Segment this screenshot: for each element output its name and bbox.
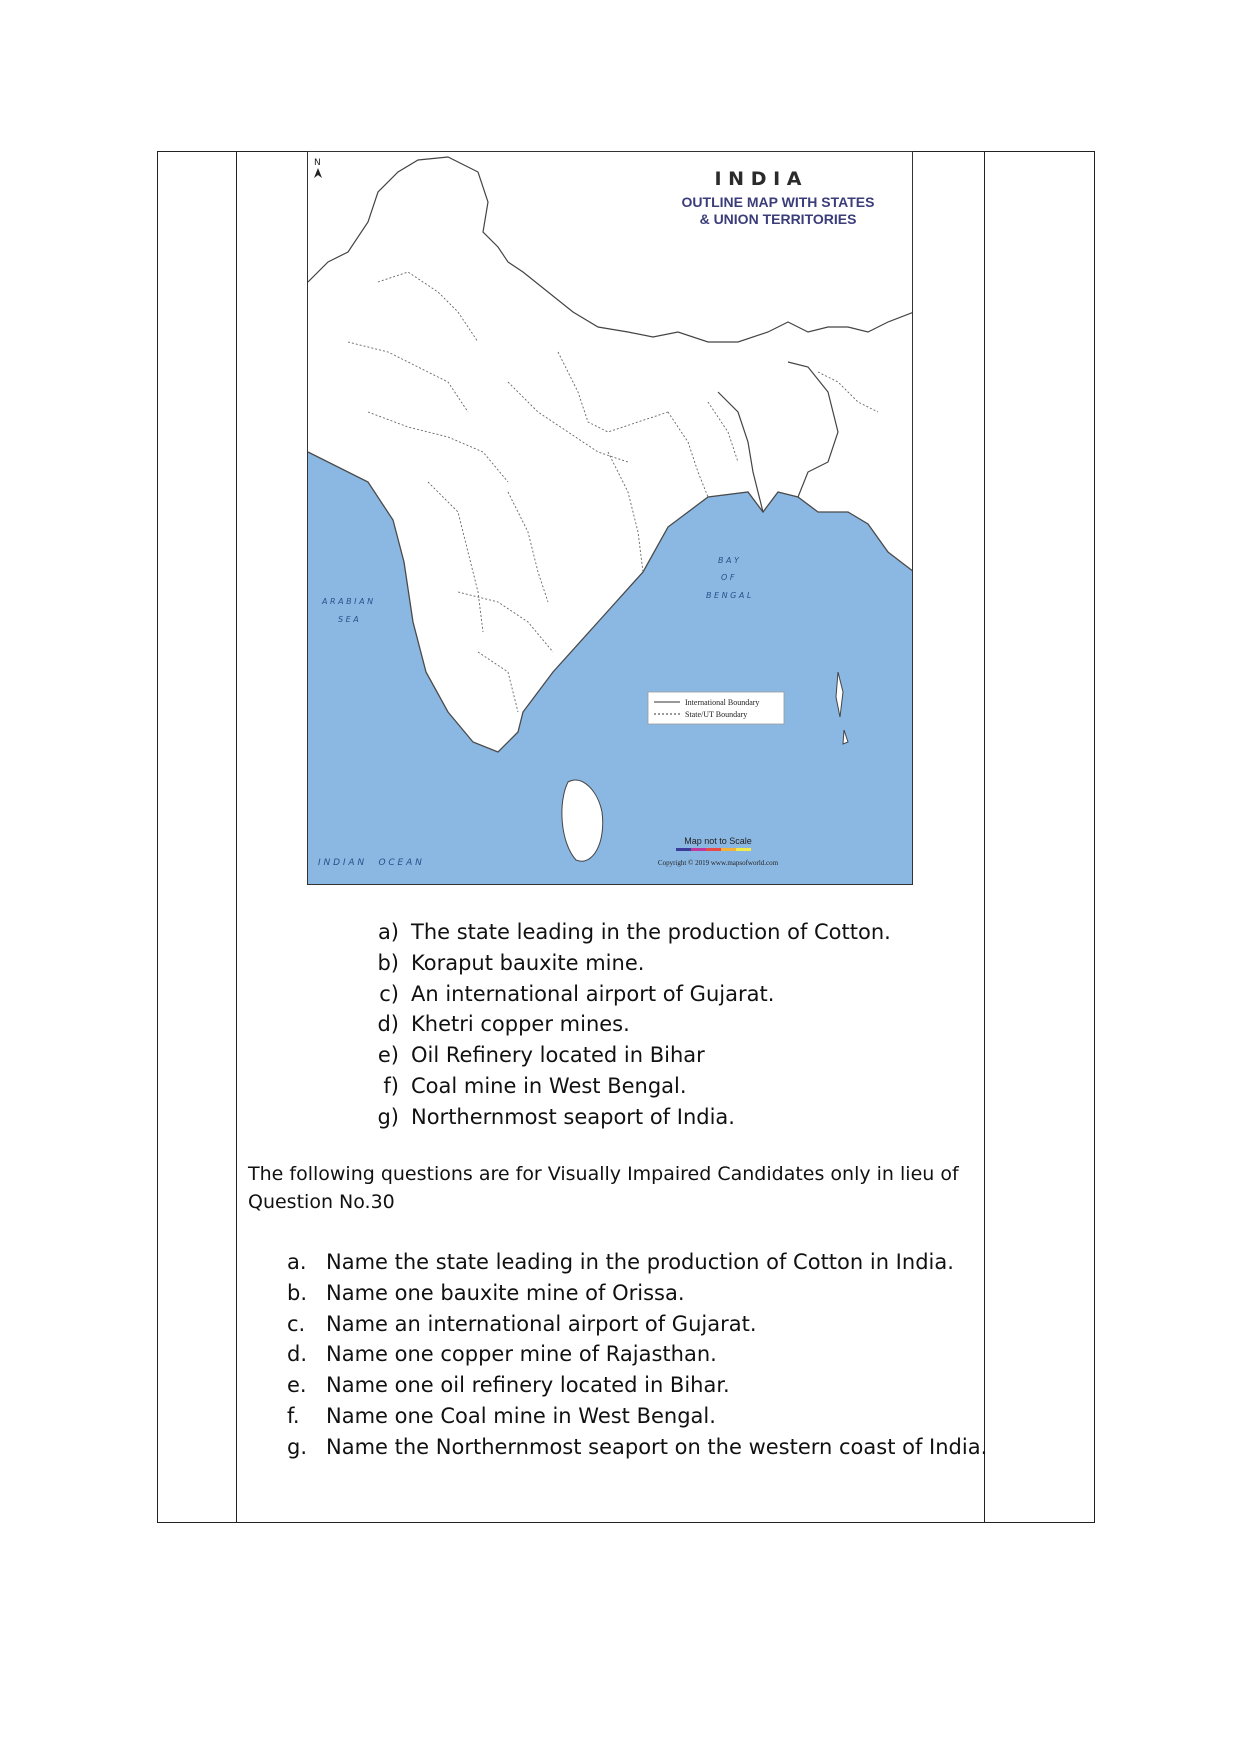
item-label: b.	[287, 1280, 308, 1305]
item-text: Name one bauxite mine of Orissa.	[326, 1280, 685, 1305]
map-subtitle-line2: & UNION TERRITORIES	[699, 211, 857, 227]
arabian-sea-label: A R A B I A N	[322, 597, 374, 606]
list-item	[362, 1040, 962, 1071]
list-item	[362, 1071, 962, 1102]
legend-international-label: International Boundary	[685, 698, 760, 707]
vi-question-list	[287, 1247, 1047, 1463]
item-label: e)	[377, 1043, 399, 1068]
item-text: Name the state leading in the production of Cotton in India.	[326, 1250, 954, 1274]
north-arrow-label: N	[314, 158, 321, 168]
table-column-divider-left	[236, 152, 237, 1522]
list-item	[287, 1370, 1047, 1401]
item-label: a.	[287, 1250, 307, 1274]
map-subtitle-line1: OUTLINE MAP WITH STATES	[681, 194, 875, 210]
list-item	[287, 1247, 1047, 1278]
bay-label-3: B E N G A L	[706, 591, 752, 600]
map-question-list	[362, 917, 962, 1133]
item-label: a)	[377, 920, 399, 944]
india-outline-map	[307, 151, 913, 885]
item-label: f.	[287, 1403, 300, 1428]
list-item	[287, 1278, 1047, 1309]
scale-note: Map not to Scale	[684, 836, 752, 846]
item-text: Northernmost seaport of India.	[411, 1104, 735, 1129]
map-title: I N D I A	[714, 168, 802, 190]
item-label: d.	[287, 1342, 308, 1367]
item-text: An international airport of Gujarat.	[411, 981, 775, 1006]
item-label: b)	[377, 950, 399, 975]
north-arrow-icon	[314, 168, 322, 178]
item-label: g.	[287, 1434, 308, 1459]
item-text: Coal mine in West Bengal.	[411, 1073, 687, 1098]
item-text: Koraput bauxite mine.	[411, 950, 645, 975]
list-item	[287, 1339, 1047, 1370]
item-text: Name an international airport of Gujarat.	[326, 1311, 757, 1336]
list-item	[362, 979, 962, 1010]
item-label: f)	[383, 1073, 399, 1098]
bay-label-1: B A Y	[718, 556, 739, 565]
item-text: The state leading in the production of Cotton.	[411, 920, 891, 944]
list-item	[362, 917, 962, 948]
visually-impaired-note: The following questions are for Visually Impaired Candidates only in lieu of Question No.30	[248, 1163, 959, 1213]
list-item	[362, 1009, 962, 1040]
list-item	[362, 948, 962, 979]
item-text: Name one oil refinery located in Bihar.	[326, 1373, 730, 1398]
copyright-text: Copyright © 2019 www.mapsofworld.com	[657, 859, 779, 867]
item-label: c)	[379, 981, 399, 1006]
item-label: e.	[287, 1373, 307, 1398]
item-text: Oil Refinery located in Bihar	[411, 1043, 705, 1068]
list-item	[287, 1401, 1047, 1432]
list-item	[287, 1309, 1047, 1340]
list-item	[362, 1102, 962, 1133]
bay-label-2: O F	[721, 573, 735, 582]
item-label: c.	[287, 1311, 306, 1336]
item-text: Name the Northernmost seaport on the western coast of India.	[326, 1434, 988, 1459]
item-text: Khetri copper mines.	[411, 1012, 630, 1037]
map-legend	[648, 692, 784, 724]
list-item	[287, 1432, 1047, 1463]
indian-ocean-label: I N D I A N O C E A N	[318, 858, 422, 868]
item-text: Name one Coal mine in West Bengal.	[326, 1403, 716, 1428]
legend-state-label: State/UT Boundary	[685, 710, 748, 719]
item-text: Name one copper mine of Rajasthan.	[326, 1342, 717, 1367]
arabian-sea-label-2: S E A	[338, 615, 359, 624]
item-label: d)	[377, 1012, 399, 1037]
item-label: g)	[377, 1104, 399, 1129]
sea-area	[308, 452, 913, 885]
